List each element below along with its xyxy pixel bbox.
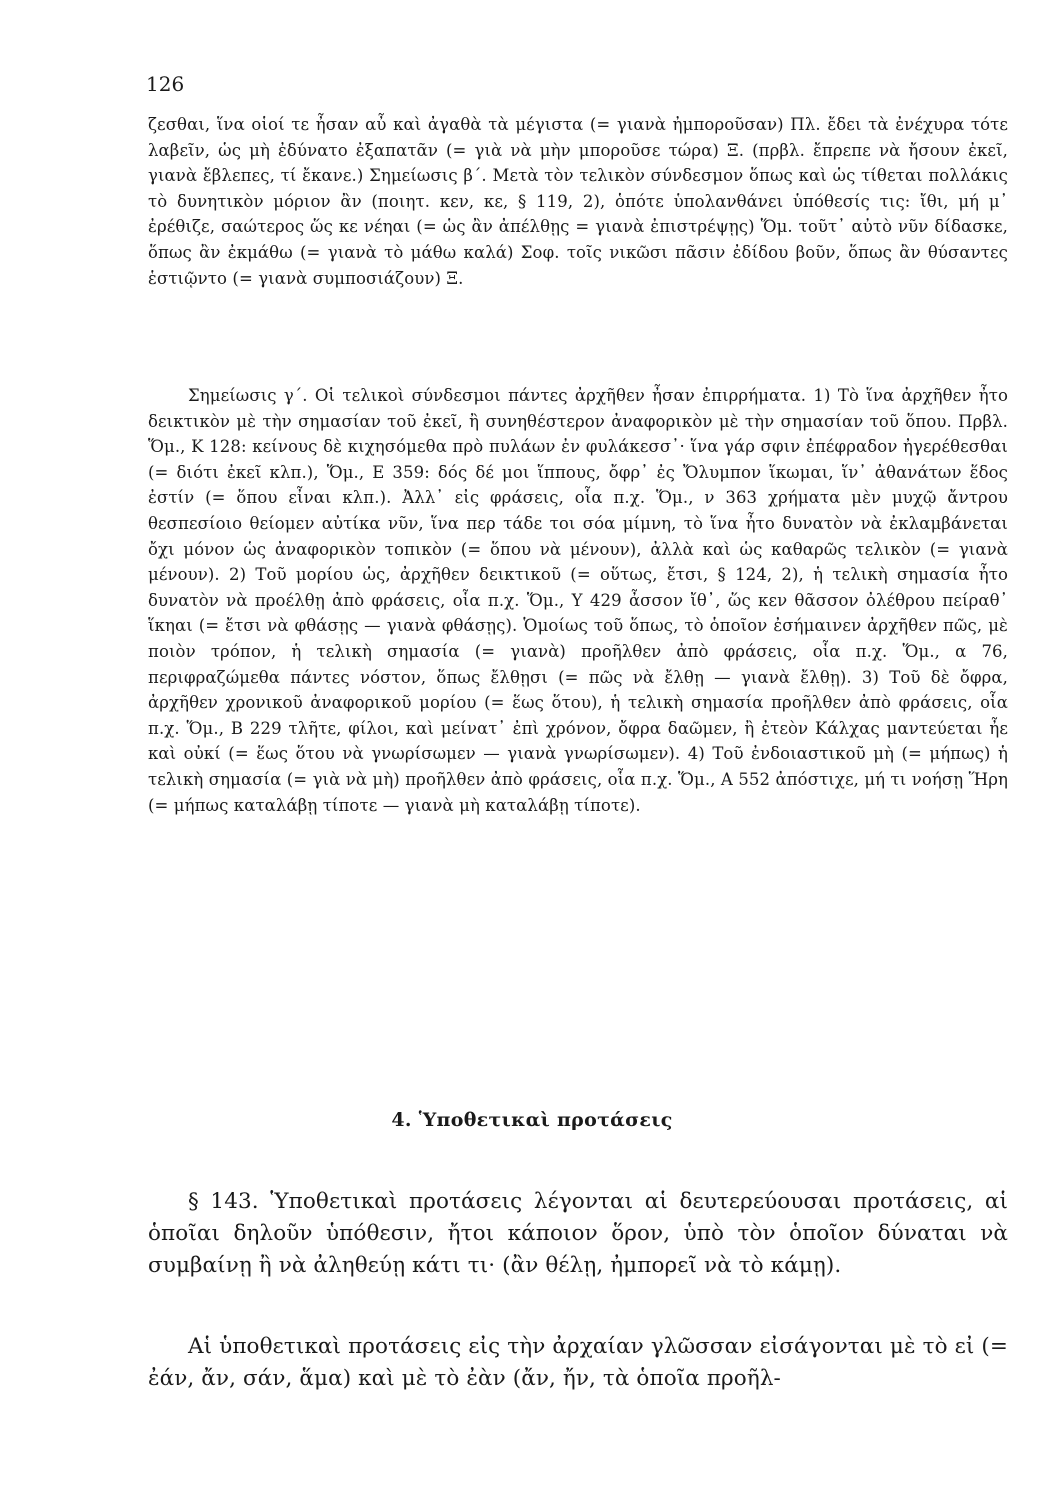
section-paragraph-143: § 143. Ὑποθετικαὶ προτάσεις λέγονται αἱ δευτερεύουσαι προτάσεις, αἱ ὁποῖαι δηλοῦν ὑπόθεσιν, ἤτοι κάποιον ὅρον, ὑπὸ τὸν ὁποῖον δύναται νὰ συμβαίνῃ ἢ νὰ ἀληθεύῃ κάτι τι· (ἂν θέλῃ, ἠμπορεῖ νὰ τὸ κάμῃ).: [148, 1189, 1008, 1278]
section-heading: 4. Ὑποθετικαὶ προτάσεις: [391, 1109, 673, 1131]
page-number: 126: [146, 72, 185, 96]
paragraph-note-c: Σημείωσις γ΄. Οἱ τελικοὶ σύνδεσμοι πάντες ἀρχῆθεν ἦσαν ἐπιρρήματα. 1) Τὸ ἵνα ἀρχῆθεν ἦτο δεικτικὸν μὲ τὴν σημασίαν τοῦ ἐκεῖ, ἢ συνηθέστερον ἀναφορικὸν μὲ τὴν σημασίαν τοῦ ὅπου. Πρβλ. Ὅμ., Κ 128: κείνους δὲ κιχησόμεθα πρὸ πυλάων ἐν φυλάκεσσ᾽· ἵνα γάρ σφιν ἐπέφραδον ἠγερέθεσθαι (= διότι ἐκεῖ κλπ.), Ὅμ., Ε 359: δός δέ μοι ἵππους, ὄφρ᾽ ἐς Ὄλυμπον ἵκωμαι, ἵν᾽ ἀθανάτων ἕδος ἐστίν (= ὅπου εἶναι κλπ.). Ἀλλ᾽ εἰς φράσεις, οἷα π.χ. Ὅμ., ν 363 χρήματα μὲν μυχῷ ἄντρου θεσπεσίοιο θείομεν αὐτίκα νῦν, ἵνα περ τάδε τοι σόα μίμνη, τὸ ἵνα ἦτο δυνατὸν νὰ ἐκλαμβάνεται ὄχι μόνον ὡς ἀναφορικὸν τοπικὸν (= ὅπου νὰ μένουν), ἀλλὰ καὶ ὡς καθαρῶς τελικὸν (= γιανὰ μένουν). 2) Τοῦ μορίου ὡς, ἀρχῆθεν δεικτικοῦ (= οὕτως, ἔτσι, § 124, 2), ἡ τελικὴ σημασία ἦτο δυνατὸν νὰ προέλθῃ ἀπὸ φράσεις, οἷα π.χ. Ὅμ., Υ 429 ἆσσον ἴθ᾽, ὥς κεν θᾶσσον ὀλέθρου πείραθ᾽ ἵκηαι (= ἔτσι νὰ φθάσῃς — γιανὰ φθάσῃς). Ὁμοίως τοῦ ὅπως, τὸ ὁποῖον ἐσήμαινεν ἀρχῆθεν πῶς, μὲ ποιὸν τρόπον, ἡ τελικὴ σημασία (= γιανὰ) προῆλθεν ἀπὸ φράσεις, οἷα π.χ. Ὅμ., α 76, περιφραζώμεθα πάντες νόστον, ὅπως ἔλθῃσι (= πῶς νὰ ἔλθῃ — γιανὰ ἔλθῃ). 3) Τοῦ δὲ ὄφρα, ἀρχῆθεν χρονικοῦ ἀναφορικοῦ μορίου (= ἕως ὅτου), ἡ τελικὴ σημασία προῆλθεν ἀπὸ φράσεις, οἷα π.χ. Ὅμ., Β 229 τλῆτε, φίλοι, καὶ μείνατ᾽ ἐπὶ χρόνον, ὄφρα δαῶμεν, ἢ ἐτεὸν Κάλχας μαντεύεται ἦε καὶ οὐκί (= ἕως ὅτου νὰ γνωρίσωμεν — γιανὰ γνωρίσωμεν). 4) Τοῦ ἐνδοιαστικοῦ μὴ (= μήπως) ἡ τελικὴ σημασία (= γιὰ νὰ μὴ) προῆλθεν ἀπὸ φράσεις, οἷα π.χ. Ὅμ., Α 552 ἀπόστιχε, μή τι νοήσῃ Ἥρη (= μήπως καταλάβῃ τίποτε — γιανὰ μὴ καταλάβῃ τίποτε).: [148, 386, 1008, 815]
section-paragraph-intro: Αἱ ὑποθετικαὶ προτάσεις εἰς τὴν ἀρχαίαν γλῶσσαν εἰσάγονται μὲ τὸ εἰ (= ἐάν, ἄν, σάν, ἅμα) καὶ μὲ τὸ ἐὰν (ἄν, ἤν, τὰ ὁποῖα προῆλ-: [148, 1334, 1008, 1391]
paragraph-note-b: ζεσθαι, ἵνα οἱοί τε ἦσαν αὖ καὶ ἀγαθὰ τὰ μέγιστα (= γιανὰ ἠμποροῦσαν) Πλ. ἔδει τὰ ἐνέχυρα τότε λαβεῖν, ὡς μὴ ἐδύνατο ἐξαπατᾶν (= γιὰ νὰ μὴν μποροῦσε τώρα) Ξ. (πρβλ. ἔπρεπε νὰ ἤσουν ἐκεῖ, γιανὰ ἔβλεπες, τί ἔκανε.) Σημείωσις β΄. Μετὰ τὸν τελικὸν σύνδεσμον ὅπως καὶ ὡς τίθεται πολλάκις τὸ δυνητικὸν μόριον ἂν (ποιητ. κεν, κε, § 119, 2), ὁπότε ὑπολανθάνει ὑπόθεσίς τις: ἴθι, μή μ᾽ ἐρέθιζε, σαώτερος ὥς κε νέηαι (= ὡς ἂν ἀπέλθῃς = γιανὰ ἐπιστρέψῃς) Ὅμ. τοῦτ᾽ αὐτὸ νῦν δίδασκε, ὅπως ἂν ἐκμάθω (= γιανὰ τὸ μάθω καλά) Σοφ. τοῖς νικῶσι πᾶσιν ἐδίδου βοῦν, ὅπως ἂν θύσαντες ἑστιῷντο (= γιανὰ συμποσιάζουν) Ξ.: [148, 115, 1008, 288]
